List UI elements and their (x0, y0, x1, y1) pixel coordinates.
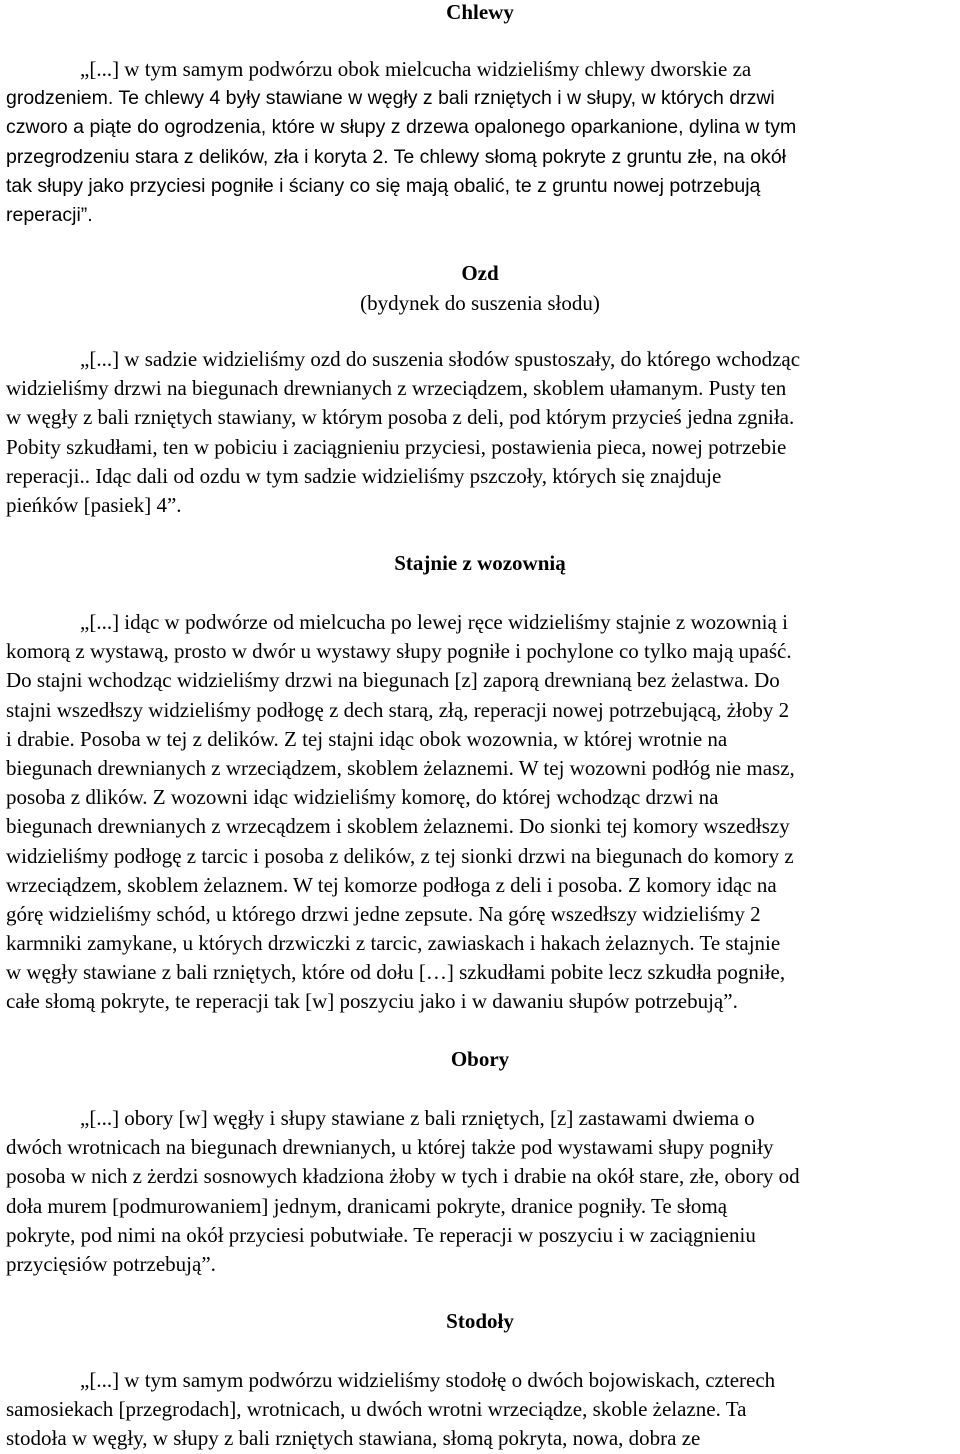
paragraph-line: pieńków [pasiek] 4”. (6, 492, 182, 517)
paragraph-line: reperacji”. (6, 203, 93, 226)
paragraph-line: samosiekach [przegrodach], wrotnicach, u dwóch wrotni wrzeciądze, skoble żelazne. Ta (6, 1397, 747, 1422)
paragraph-line: górę widzieliśmy schód, u którego drzwi jedne zepsute. Na górę wszedłszy widzieliśmy 2 (6, 901, 761, 926)
paragraph-line: w węgły z bali rzniętych stawiany, w którym posoba z deli, pod którym przycieś jedna zgniła. (6, 405, 795, 430)
section-title-stajnie: Stajnie z wozownią (394, 551, 566, 575)
paragraph-line: przycięsiów potrzebują”. (6, 1251, 216, 1276)
paragraph-line: tak słupy jako przyciesi pogniłe i ściany co się mają obalić, te z gruntu nowej potrzebują (6, 174, 761, 197)
paragraph-line: czworo a piąte do ogrodzenia, które w słupy z drzewa opalonego oparkanione, dylina w tym (6, 116, 797, 139)
paragraph-line: wrzeciądzem, skoblem żelaznem. W tej komorze podłoga z deli i posoba. Z komory idąc na (6, 872, 777, 897)
paragraph-line: posoba z dlików. Z wozowni idąc widzieliśmy komorę, do której wchodząc drzwi na (6, 785, 719, 810)
paragraph-stajnie (6, 608, 954, 1017)
paragraph-line: całe słomą pokryte, te reperacji tak [w] poszyciu jako i w dawaniu słupów potrzebują”. (6, 989, 738, 1014)
paragraph-line: posoba w nich z żerdzi sosnowych kładziona żłoby w tych i drabie na okół stare, złe, obory od (6, 1164, 800, 1189)
paragraph-line: stajni wszedłszy widzieliśmy podłogę z dech starą, złą, reperacji nowej potrzebującą, żłoby 2 (6, 697, 790, 722)
paragraph-stodoly (6, 1366, 954, 1454)
section-title-stodoly: Stodoły (446, 1309, 514, 1333)
paragraph-line: przegrodzeniu stara z delików, zła i koryta 2. Te chlewy słomą pokryte z gruntu złe, na okół (6, 145, 787, 168)
paragraph-line: „[...] w tym samym podwórzu widzieliśmy stodołę o dwóch bojowiskach, czterech (80, 1368, 776, 1392)
paragraph-line: i drabie. Posoba w tej z delików. Z tej stajni idąc obok wozownia, w której wrotnie na (6, 726, 728, 751)
paragraph-line: karmniki zamykane, u których drzwiczki z tarcic, zawiaskach i hakach żelaznych. Te stajnie (6, 931, 781, 956)
paragraph-line: grodzeniem. Te chlewy 4 były stawiane w węgły z bali rzniętych i w słupy, w których drzwi (6, 87, 775, 110)
paragraph-line: dwóch wrotnicach na biegunach drewnianych, u której także pod wystawami słupy pogniły (6, 1135, 774, 1160)
paragraph-line: Do stajni wchodząc widzieliśmy drzwi na biegunach [z] zaporą drewnianą bez żelastwa. Do (6, 668, 780, 693)
paragraph-line: biegunach drewnianych z wrzecądzem i skoblem żelaznemi. Do sionki tej komory wszedłszy (6, 814, 790, 839)
paragraph-line: „[...] idąc w podwórze od mielcucha po lewej ręce widzieliśmy stajnie z wozownią i (80, 610, 788, 634)
paragraph-ozd (6, 345, 954, 520)
paragraph-line: w węgły stawiane z bali rzniętych, które od dołu […] szkudłami pobite lecz szkudła pogniłe, (6, 960, 786, 985)
paragraph-line: komorą z wystawą, prosto w dwór u wystawy słupy pogniłe i pochylone co tylko mają upaść. (6, 639, 792, 664)
paragraph-line: biegunach drewnianych z wrzeciądzem, skoblem żelaznemi. W tej wozowni podłóg nie masz, (6, 755, 795, 780)
paragraph-line: „[...] obory [w] węgły i słupy stawiane z bali rzniętych, [z] zastawami dwiema o (80, 1106, 755, 1130)
paragraph-line: widzieliśmy drzwi na biegunach drewnianych z wrzeciądzem, skoblem ułamanym. Pusty ten (6, 376, 787, 401)
paragraph-line: Pobity szkudłami, ten w pobiciu i zaciągnieniu przyciesi, postawienia pieca, nowej potrzebie (6, 434, 787, 459)
paragraph-line: widzieliśmy podłogę z tarcic i posoba z delików, z tej sionki drzwi na biegunach do komory z (6, 843, 794, 868)
paragraph-line: „[...] w tym samym podwórzu obok mielcucha widzieliśmy chlewy dworskie za (80, 57, 752, 81)
paragraph-line: doła murem [podmurowaniem] jednym, dranicami pokryte, dranice pogniły. Te słomą (6, 1193, 728, 1218)
paragraph-line: pokryte, pod nimi na okół przyciesi pobutwiałe. Te reperacji w poszyciu i w zaciągnieniu (6, 1222, 756, 1247)
paragraph-line: stodoła w węgły, w słupy z bali rzniętych stawiana, słomą pokryta, nowa, dobra ze (6, 1426, 701, 1451)
paragraph-obory (6, 1104, 954, 1279)
section-subtitle-ozd: (bydynek do suszenia słodu) (360, 291, 600, 315)
section-title-chlewy: Chlewy (446, 0, 514, 24)
paragraph-line: „[...] w sadzie widzieliśmy ozd do suszenia słodów spustoszały, do którego wchodząc (80, 347, 801, 371)
section-title-ozd: Ozd (461, 261, 499, 285)
paragraph-line: reperacji.. Idąc dali od ozdu w tym sadzie widzieliśmy pszczoły, których się znajduje (6, 463, 722, 488)
paragraph-chlewy (6, 55, 954, 230)
section-title-obory: Obory (450, 1047, 510, 1071)
